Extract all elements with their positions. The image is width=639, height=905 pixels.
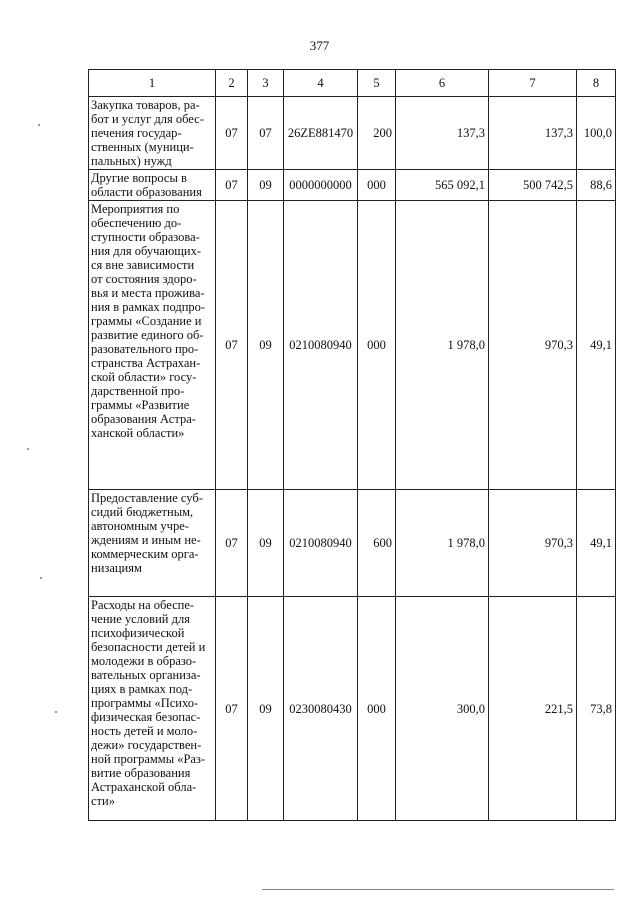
expense-type-code: 600 [358, 490, 396, 597]
section-code: 07 [216, 201, 248, 490]
column-header-6: 6 [396, 70, 489, 97]
target-article-code: 0210080940 [284, 201, 358, 490]
execution-percent: 88,6 [577, 170, 616, 201]
section-code: 07 [216, 597, 248, 821]
budget-table [88, 69, 616, 821]
section-code: 07 [216, 97, 248, 170]
planned-amount: 300,0 [396, 597, 489, 821]
target-article-code: 0210080940 [284, 490, 358, 597]
target-article-code: 26ZE881470 [284, 97, 358, 170]
executed-amount: 137,3 [489, 97, 577, 170]
column-header-1: 1 [89, 70, 216, 97]
expense-type-code: 200 [358, 97, 396, 170]
column-header-2: 2 [216, 70, 248, 97]
expense-type-code: 000 [358, 201, 396, 490]
executed-amount: 500 742,5 [489, 170, 577, 201]
planned-amount: 1 978,0 [396, 201, 489, 490]
column-header-5: 5 [358, 70, 396, 97]
target-article-code: 0230080430 [284, 597, 358, 821]
row-name: Мероприятия по обеспечению до- ступности образова- ния для обучающих- ся вне зависимости от состояния здоро- вья и места прожива- ния в рамках подпро- граммы «Создание и развитие единого об- разовательного про- странства Астрахан- ской области» госу- дарственной про- граммы «Развитие образования Астра- ханской области» [89, 201, 216, 490]
column-header-8: 8 [577, 70, 616, 97]
header-row [89, 70, 616, 97]
scan-speck [38, 124, 40, 126]
table-row [89, 201, 616, 490]
scan-speck [55, 711, 57, 713]
execution-percent: 73,8 [577, 597, 616, 821]
table-row [89, 97, 616, 170]
planned-amount: 1 978,0 [396, 490, 489, 597]
table-row [89, 597, 616, 821]
subsection-code: 09 [248, 170, 284, 201]
bottom-rule [262, 889, 614, 890]
table-row [89, 170, 616, 201]
section-code: 07 [216, 170, 248, 201]
expense-type-code: 000 [358, 170, 396, 201]
row-name: Предоставление суб- сидий бюджетным, автономным учре- ждениям и иным не- коммерческим орга- низациям [89, 490, 216, 597]
execution-percent: 49,1 [577, 201, 616, 490]
page-number: 377 [309, 38, 330, 53]
section-code: 07 [216, 490, 248, 597]
executed-amount: 970,3 [489, 201, 577, 490]
subsection-code: 09 [248, 597, 284, 821]
column-header-4: 4 [284, 70, 358, 97]
executed-amount: 221,5 [489, 597, 577, 821]
target-article-code: 0000000000 [284, 170, 358, 201]
subsection-code: 09 [248, 201, 284, 490]
row-name: Другие вопросы в области образования [89, 170, 216, 201]
planned-amount: 565 092,1 [396, 170, 489, 201]
execution-percent: 100,0 [577, 97, 616, 170]
executed-amount: 970,3 [489, 490, 577, 597]
row-name: Расходы на обеспе- чение условий для психофизической безопасности детей и молодежи в образо- вательных организа- циях в рамках под- программы «Психо- физическая безопас- ность детей и моло- дежи» государствен- ной программы «Раз- витие образования Астраханской обла- сти» [89, 597, 216, 821]
subsection-code: 09 [248, 490, 284, 597]
row-name: Закупка товаров, ра- бот и услуг для обес- печения государ- ственных (муници- пальных) нужд [89, 97, 216, 170]
expense-type-code: 000 [358, 597, 396, 821]
planned-amount: 137,3 [396, 97, 489, 170]
execution-percent: 49,1 [577, 490, 616, 597]
table-row [89, 490, 616, 597]
column-header-7: 7 [489, 70, 577, 97]
subsection-code: 07 [248, 97, 284, 170]
scan-speck [27, 448, 29, 450]
column-header-3: 3 [248, 70, 284, 97]
scan-speck [40, 577, 42, 579]
